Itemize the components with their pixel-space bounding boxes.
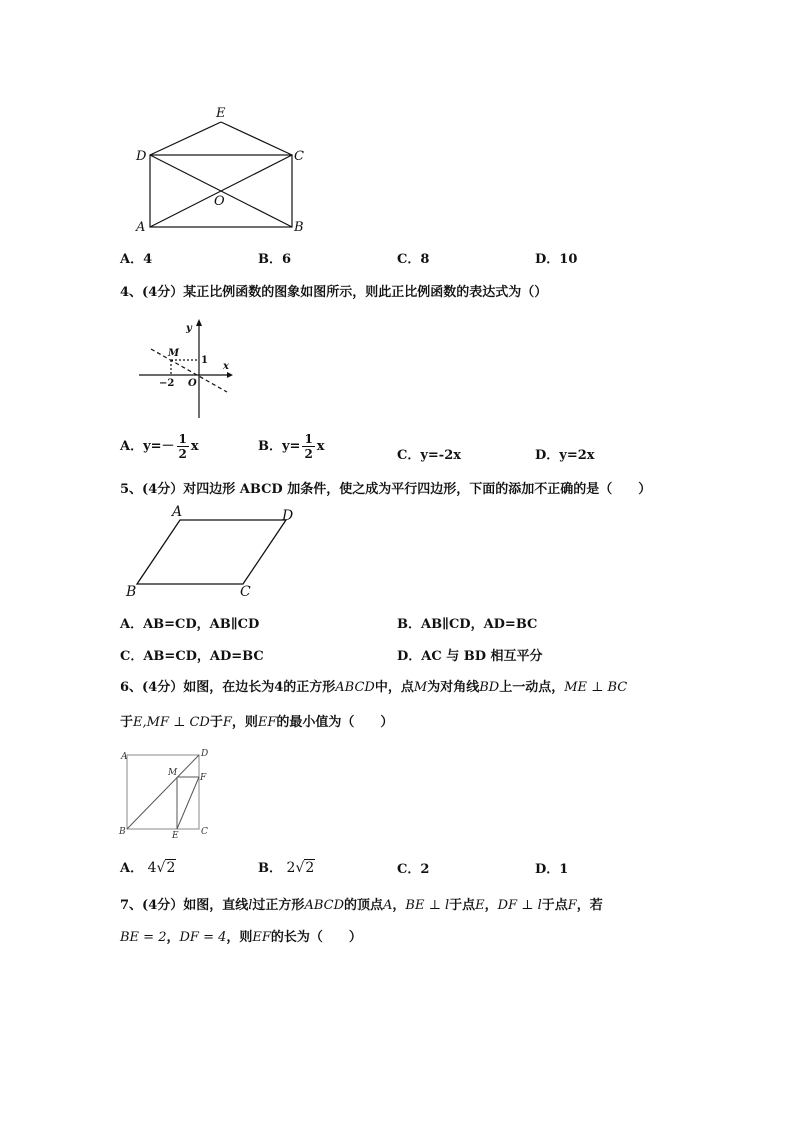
q7-math-l: l — [248, 898, 253, 913]
q6-math-bd: BD — [479, 680, 500, 695]
q7-math-f: F — [567, 898, 577, 913]
q4-question-text: 4、(4分）某正比例函数的图象如图所示，则此正比例函数的表达式为（） — [120, 285, 548, 300]
q3-option-d[interactable]: D．10 — [535, 252, 578, 267]
q4-option-a-fraction — [177, 432, 189, 461]
q7-math-df-perp-l: DF ⊥ l — [497, 898, 542, 913]
tick-label-neg2: −2 — [159, 378, 175, 389]
segment-ec — [221, 122, 292, 155]
q3-option-a[interactable]: A．4 — [120, 252, 153, 267]
q4-option-b[interactable] — [258, 432, 325, 461]
diagonal-bd — [127, 755, 199, 829]
q6-option-b[interactable] — [258, 857, 315, 876]
label-b: B — [294, 220, 304, 235]
label-e: E — [216, 106, 226, 121]
q5-option-b[interactable]: B．AB∥CD，AD=BC — [397, 617, 538, 632]
label-m: M — [168, 768, 178, 778]
q4-option-b-denominator: 2 — [304, 447, 313, 461]
x-axis-label: x — [223, 361, 229, 372]
q4-option-a[interactable] — [120, 432, 199, 461]
q7-math-e: E — [475, 898, 485, 913]
label-b: B — [126, 584, 137, 600]
q4-option-a-numerator: 1 — [178, 432, 187, 446]
q7-question-line-2 — [120, 926, 362, 945]
q6-text-segment: 上一动点， — [499, 680, 565, 695]
label-d: D — [136, 149, 147, 164]
x-axis-arrow-icon — [227, 372, 233, 378]
q6-option-b-radicand: 2 — [305, 860, 315, 876]
q7-text-segment: 的顶点 — [344, 898, 384, 913]
q6-text-segment: 中，点 — [374, 680, 414, 695]
q4-option-a-suffix: x — [190, 439, 199, 454]
q7-math-be-perp-l: BE ⊥ l — [405, 898, 450, 913]
q6-text-segment: 6、(4分）如图，在边长为4的正方形 — [120, 680, 336, 695]
q5-option-d[interactable]: D．AC 与 BD 相互平分 — [397, 649, 543, 664]
q6-question-line-1 — [120, 676, 627, 695]
q6-square-figure — [115, 745, 215, 840]
q4-option-b-prefix: B．y= — [258, 439, 301, 454]
q6-option-b-sqrt: 2√2 — [286, 860, 315, 876]
q6-option-a-radicand: 2 — [166, 860, 176, 876]
label-f: F — [200, 773, 207, 783]
q5-question-text: 5、(4分）对四边形 ABCD 加条件，使之成为平行四边形，下面的添加不正确的是（ ） — [120, 482, 652, 497]
q5-option-c[interactable]: C．AB=CD，AD=BC — [120, 649, 264, 664]
q7-text-segment: 于点 — [449, 898, 476, 913]
q6-text-segment: 于 — [209, 715, 223, 730]
q6-option-d[interactable]: D．1 — [535, 862, 569, 877]
parallelogram-abcd — [137, 520, 286, 584]
q4-option-a-denominator: 2 — [178, 447, 187, 461]
q7-text-segment: ， — [392, 898, 406, 913]
q6-option-a-coef: 4 — [147, 860, 157, 876]
q5-option-a[interactable]: A．AB=CD，AB∥CD — [120, 617, 260, 632]
q6-option-a-sqrt: 4√2 — [147, 860, 176, 876]
label-d: D — [201, 749, 209, 759]
q4-option-a-prefix: A．y=－ — [120, 439, 175, 454]
q4-option-d[interactable]: D．y=2x — [535, 448, 595, 463]
point-m-label: M — [168, 348, 180, 359]
q3-option-b[interactable]: B．6 — [258, 252, 292, 267]
q6-question-line-2 — [120, 711, 393, 730]
label-c: C — [294, 149, 304, 164]
q7-math-a: A — [383, 898, 393, 913]
q6-math-abcd: ABCD — [335, 680, 375, 695]
q6-text-segment: ，则 — [231, 715, 258, 730]
q4-option-c[interactable]: C．y=-2x — [397, 448, 461, 463]
segment-ef — [177, 777, 199, 829]
y-axis-arrow-icon — [196, 319, 202, 326]
label-d: D — [282, 508, 294, 524]
q4-option-b-numerator: 1 — [304, 432, 313, 446]
q7-math-ef: EF — [252, 930, 271, 945]
q7-text-segment: 7、(4分）如图，直线 — [120, 898, 249, 913]
q6-math-e-mf-perp-cd: E,MF ⊥ CD — [133, 715, 210, 730]
y-axis-label: y — [186, 323, 192, 334]
q6-text-segment: 为对角线 — [427, 680, 480, 695]
q7-text-segment: 过正方形 — [252, 898, 305, 913]
q6-option-b-coef: 2 — [286, 860, 296, 876]
q3-option-c[interactable]: C．8 — [397, 252, 430, 267]
q6-option-b-prefix: B． — [258, 861, 282, 876]
q6-math-me-perp-bc: ME ⊥ BC — [564, 680, 628, 695]
q4-option-b-suffix: x — [316, 439, 325, 454]
tick-label-1: 1 — [201, 355, 208, 366]
q6-option-c[interactable]: C．2 — [397, 862, 430, 877]
q6-option-a-prefix: A． — [120, 861, 144, 876]
q6-text-segment: 于 — [120, 715, 134, 730]
q5-parallelogram-figure — [120, 502, 310, 602]
q6-math-m: M — [413, 680, 428, 695]
q7-math-df-eq: DF = 4 — [179, 930, 227, 945]
q6-option-a[interactable] — [120, 857, 176, 876]
label-a: A — [136, 220, 146, 235]
q7-text-segment: ， — [166, 930, 180, 945]
q6-math-f: F — [222, 715, 232, 730]
q7-text-segment: ， — [484, 898, 498, 913]
q4-option-b-fraction — [302, 432, 314, 461]
label-c: C — [201, 827, 208, 837]
label-o: O — [214, 194, 225, 209]
label-c: C — [240, 584, 251, 600]
q7-text-segment: 于点 — [541, 898, 568, 913]
q4-graph-figure — [135, 318, 235, 423]
q6-text-segment: 的最小值为（ ） — [276, 715, 394, 730]
label-b: B — [119, 827, 126, 837]
q7-text-segment: 的长为（ ） — [270, 930, 362, 945]
q7-text-segment: ，则 — [226, 930, 253, 945]
q3-rectangle-figure — [130, 100, 320, 240]
q6-math-ef: EF — [257, 715, 277, 730]
segment-de — [150, 122, 221, 155]
q7-math-be-eq: BE = 2 — [120, 930, 167, 945]
label-a: A — [172, 504, 183, 520]
label-a: A — [121, 752, 128, 762]
q7-math-abcd: ABCD — [304, 898, 344, 913]
q7-text-segment: ，若 — [576, 898, 603, 913]
q7-question-line-1 — [120, 894, 603, 913]
label-e: E — [172, 831, 179, 840]
origin-label: O — [188, 378, 197, 389]
